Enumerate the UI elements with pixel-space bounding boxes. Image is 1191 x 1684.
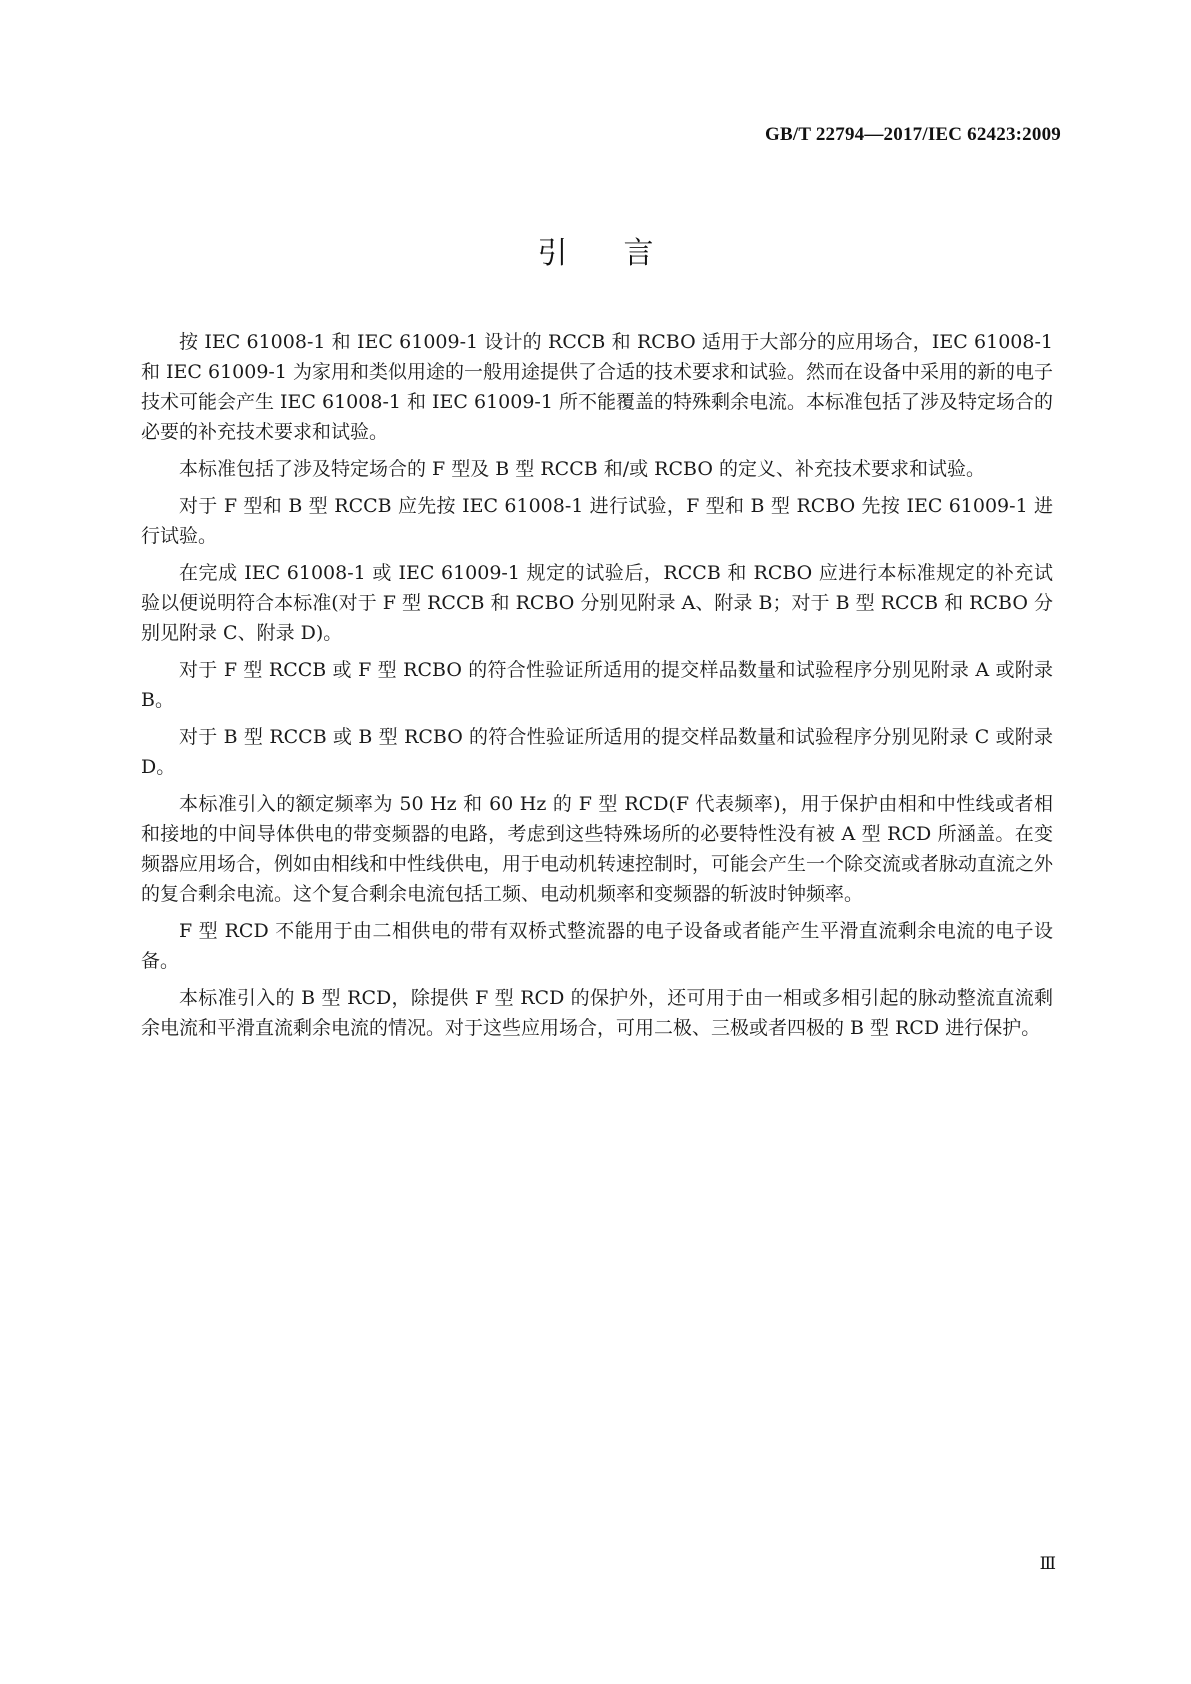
paragraph-3: 对于 F 型和 B 型 RCCB 应先按 IEC 61008-1 进行试验，F 型和 B 型 RCBO 先按 IEC 61009-1 进行试验。 bbox=[141, 495, 1053, 547]
paragraph-6: 对于 B 型 RCCB 或 B 型 RCBO 的符合性验证所适用的提交样品数量和试验程序分别见附录 C 或附录 D。 bbox=[141, 726, 1053, 778]
paragraph-5: 对于 F 型 RCCB 或 F 型 RCBO 的符合性验证所适用的提交样品数量和试验程序分别见附录 A 或附录 B。 bbox=[141, 659, 1053, 711]
paragraph-1: 按 IEC 61008-1 和 IEC 61009-1 设计的 RCCB 和 RCBO 适用于大部分的应用场合，IEC 61008-1 和 IEC 61009-1 为家用和类似用途的一般用途提供了合适的技术要求和试验。然而在设备中采用的新的电子技术可能会产生 IEC 61008-1 和 IEC 61009-1 所不能覆盖的特殊剩余电流。本标准包括了涉及特定场合的必要的补充技术要求和试验。 bbox=[141, 331, 1053, 443]
body-text bbox=[141, 327, 1053, 1050]
standard-code: GB/T 22794—2017/IEC 62423:2009 bbox=[765, 124, 1061, 145]
paragraph-2: 本标准包括了涉及特定场合的 F 型及 B 型 RCCB 和/或 RCBO 的定义、补充技术要求和试验。 bbox=[179, 458, 985, 480]
page-number: Ⅲ bbox=[1039, 1554, 1056, 1573]
paragraph-4: 在完成 IEC 61008-1 或 IEC 61009-1 规定的试验后，RCCB 和 RCBO 应进行本标准规定的补充试验以便说明符合本标准(对于 F 型 RCCB 和 RCBO 分别见附录 A、附录 B；对于 B 型 RCCB 和 RCBO 分别见附录 C、附录 D)。 bbox=[141, 562, 1053, 644]
paragraph-9: 本标准引入的 B 型 RCD，除提供 F 型 RCD 的保护外，还可用于由一相或多相引起的脉动整流直流剩余电流和平滑直流剩余电流的情况。对于这些应用场合，可用二极、三极或者四极的 B 型 RCD 进行保护。 bbox=[141, 987, 1053, 1039]
paragraph-7: 本标准引入的额定频率为 50 Hz 和 60 Hz 的 F 型 RCD(F 代表频率)，用于保护由相和中性线或者相和接地的中间导体供电的带变频器的电路，考虑到这些特殊场所的必要特性没有被 A 型 RCD 所涵盖。在变频器应用场合，例如由相线和中性线供电，用于电动机转速控制时，可能会产生一个除交流或者脉动直流之外的复合剩余电流。这个复合剩余电流包括工频、电动机频率和变频器的斩波时钟频率。 bbox=[141, 793, 1054, 905]
paragraph-8: F 型 RCD 不能用于由二相供电的带有双桥式整流器的电子设备或者能产生平滑直流剩余电流的电子设备。 bbox=[141, 920, 1053, 972]
page-title: 引言 bbox=[537, 236, 710, 271]
